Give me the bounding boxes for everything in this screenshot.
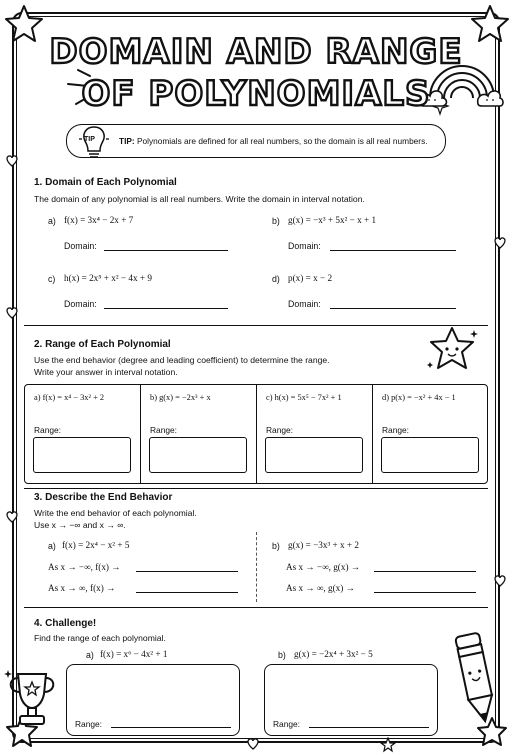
section-divider	[24, 488, 488, 489]
tip-body: Polynomials are defined for all real numbers, so the domain is all real numbers.	[136, 136, 428, 146]
domain-label: Domain:	[288, 299, 321, 309]
star-icon	[380, 737, 396, 753]
section-2-instructions: Use the end behavior (degree and leading coefficient) to determine the range.	[34, 355, 330, 365]
page-title-line2: OF POLYNOMIALS	[81, 74, 431, 114]
polynomial-expression: a) f(x) = x⁴ − 3x² + 2	[34, 393, 105, 402]
tip-label: TIP:	[119, 136, 135, 146]
range-cell	[141, 385, 257, 483]
tip-badge: TIP	[84, 136, 95, 143]
range-answer-box[interactable]	[149, 437, 247, 473]
polynomial-expression: c) h(x) = 5x⁵ − 7x² + 1	[266, 393, 342, 402]
section-4-title: 4. Challenge!	[34, 618, 97, 629]
range-answer-box[interactable]	[33, 437, 131, 473]
range-label: Range:	[266, 425, 294, 435]
domain-answer-line[interactable]	[330, 308, 456, 309]
range-answer-box[interactable]	[265, 437, 363, 473]
heart-icon	[5, 306, 19, 320]
end-behavior-answer-line[interactable]	[136, 592, 238, 593]
polynomial-expression: p(x) = x − 2	[288, 273, 333, 283]
polynomial-expression: f(x) = 3x⁴ − 2x + 7	[64, 215, 134, 225]
trophy-icon	[2, 664, 62, 734]
heart-icon	[246, 737, 260, 751]
heart-icon	[493, 236, 507, 250]
polynomial-expression: b) g(x) = −2x³ + x	[150, 393, 211, 402]
tip-box	[66, 124, 446, 158]
end-behavior-answer-line[interactable]	[136, 571, 238, 572]
section-2-instructions: Write your answer in interval notation.	[34, 367, 178, 377]
tip-text	[119, 136, 428, 146]
section-divider	[24, 607, 488, 608]
range-table	[24, 384, 488, 484]
domain-label: Domain:	[64, 241, 97, 251]
challenge-answer-box[interactable]	[264, 664, 438, 736]
end-behavior-answer-line[interactable]	[374, 571, 476, 572]
range-label: Range:	[273, 719, 301, 729]
domain-answer-line[interactable]	[104, 308, 228, 309]
item-letter: b)	[272, 216, 280, 226]
range-label: Range:	[75, 719, 103, 729]
end-behavior-answer-line[interactable]	[374, 592, 476, 593]
item-letter: a)	[48, 216, 56, 226]
range-label: Range:	[34, 425, 62, 435]
pencil-icon	[448, 628, 504, 728]
range-cell	[25, 385, 141, 483]
heart-icon	[5, 154, 19, 168]
item-letter: b)	[278, 650, 286, 660]
domain-label: Domain:	[64, 299, 97, 309]
challenge-answer-box[interactable]	[66, 664, 240, 736]
heart-icon	[5, 510, 19, 524]
polynomial-expression: h(x) = 2x⁵ + x² − 4x + 9	[64, 273, 152, 283]
range-label: Range:	[150, 425, 178, 435]
end-behavior-prompt: As x → ∞, g(x) →	[286, 583, 355, 593]
polynomial-expression: g(x) = −x³ + 5x² − x + 1	[288, 215, 377, 225]
domain-label: Domain:	[288, 241, 321, 251]
range-label: Range:	[382, 425, 410, 435]
item-letter: c)	[48, 274, 56, 284]
section-4-instructions: Find the range of each polynomial.	[34, 633, 166, 643]
item-letter: b)	[272, 541, 280, 551]
polynomial-expression: f(x) = x⁶ − 4x² + 1	[100, 649, 168, 659]
range-answer-line[interactable]	[309, 727, 429, 728]
section-1-title: 1. Domain of Each Polynomial	[34, 177, 177, 188]
end-behavior-prompt: As x → ∞, f(x) →	[48, 583, 116, 593]
section-3-instructions: Write the end behavior of each polynomial.	[34, 508, 197, 518]
section-3-instructions: Use x → −∞ and x → ∞.	[34, 520, 126, 530]
page-title-line1: DOMAIN AND RANGE	[49, 32, 463, 72]
domain-answer-line[interactable]	[330, 250, 456, 251]
section-3-title: 3. Describe the End Behavior	[34, 492, 173, 503]
polynomial-expression: g(x) = −3x³ + x + 2	[288, 540, 359, 550]
polynomial-expression: d) p(x) = −x² + 4x − 1	[382, 393, 456, 402]
item-letter: a)	[86, 650, 94, 660]
section-1-instructions: The domain of any polynomial is all real numbers. Write the domain in interval notation.	[34, 194, 365, 204]
column-divider	[256, 532, 257, 602]
item-letter: a)	[48, 541, 56, 551]
item-letter: d)	[272, 274, 280, 284]
end-behavior-prompt: As x → −∞, g(x) →	[286, 562, 360, 572]
section-2-title: 2. Range of Each Polynomial	[34, 339, 171, 350]
range-answer-box[interactable]	[381, 437, 479, 473]
section-divider	[24, 325, 488, 326]
smiling-star-icon	[424, 324, 482, 376]
domain-answer-line[interactable]	[104, 250, 228, 251]
range-cell	[257, 385, 373, 483]
polynomial-expression: f(x) = 2x⁴ − x² + 5	[62, 540, 130, 550]
range-cell	[373, 385, 486, 483]
heart-icon	[493, 574, 507, 588]
end-behavior-prompt: As x → −∞, f(x) →	[48, 562, 121, 572]
range-answer-line[interactable]	[111, 727, 231, 728]
polynomial-expression: g(x) = −2x⁴ + 3x² − 5	[294, 649, 373, 659]
